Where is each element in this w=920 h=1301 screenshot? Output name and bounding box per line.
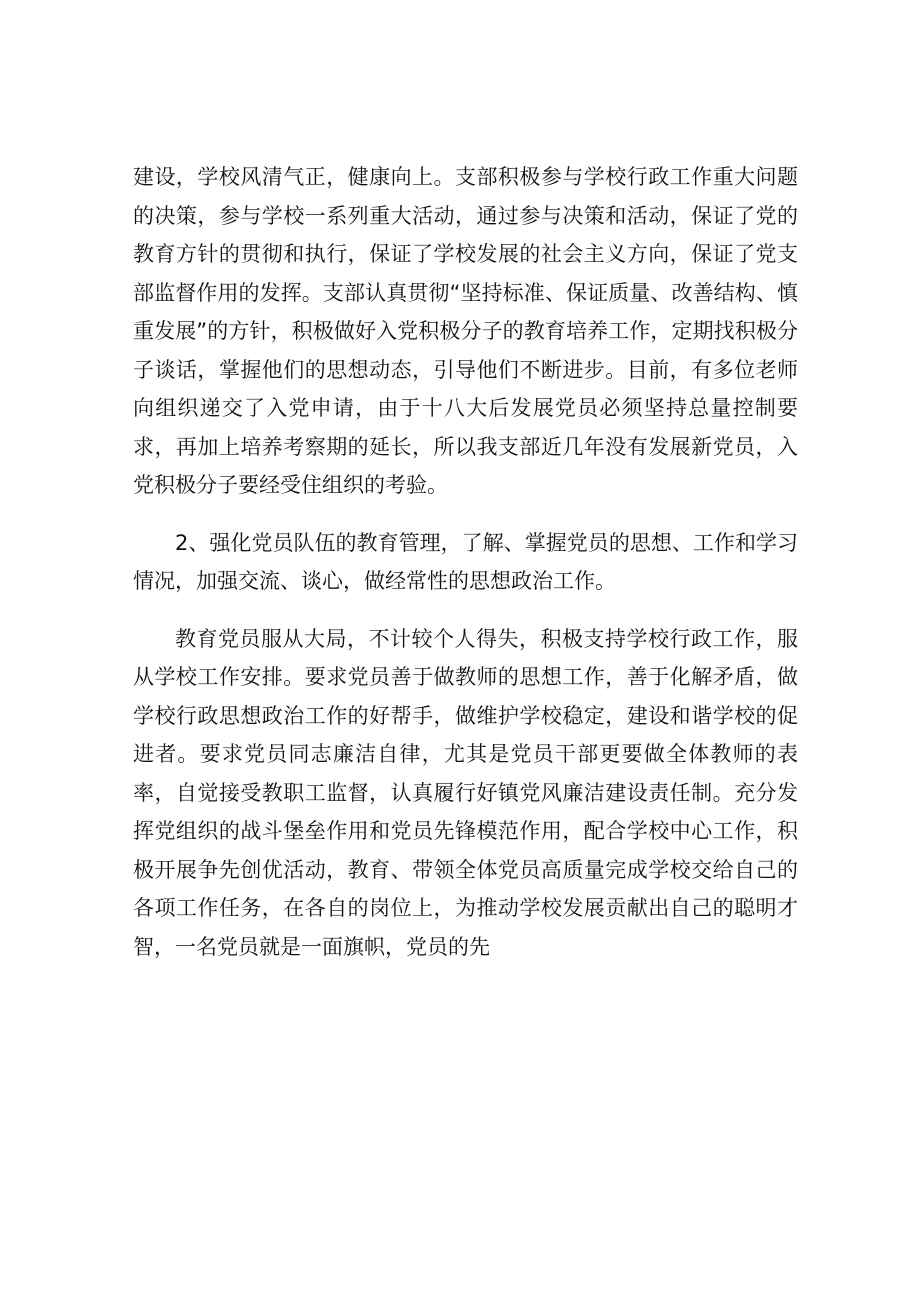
paragraph-party-education: 教育党员服从大局，不计较个人得失，积极支持学校行政工作，服从学校工作安排。要求党员善于做教师的思想工作，善于化解矛盾，做学校行政思想政治工作的好帮手，做维护学校稳定，建设和谐学校的促进者。要求党员同志廉洁自律，尤其是党员干部更要做全体教师的表率，自觉接受教职工监督，认真履行好镇党风廉洁建设责任制。充分发挥党组织的战斗堡垒作用和党员先锋模范作用，配合学校中心工作，积极开展争先创优活动，教育、带领全体党员高质量完成学校交给自己的各项工作任务，在各自的岗位上，为推动学校发展贡献出自己的聪明才智，一名党员就是一面旗帜，党员的先 [133, 626, 798, 959]
paragraph-section-2-heading: 2、强化党员队伍的教育管理，了解、掌握党员的思想、工作和学习情况，加强交流、谈心，做经常性的思想政治工作。 [133, 530, 798, 593]
document-body [133, 158, 798, 985]
paragraph-continuation: 建设，学校风清气正，健康向上。支部积极参与学校行政工作重大问题的决策，参与学校一系列重大活动，通过参与决策和活动，保证了党的教育方针的贯彻和执行，保证了学校发展的社会主义方向，保证了党支部监督作用的发挥。支部认真贯彻“坚持标准、保证质量、改善结构、慎重发展”的方针，积极做好入党积极分子的教育培养工作，定期找积极分子谈话，掌握他们的思想动态，引导他们不断进步。目前，有多位老师向组织递交了入党申请，由于十八大后发展党员必须坚持总量控制要求，再加上培养考察期的延长，所以我支部近几年没有发展新党员，入党积极分子要经受住组织的考验。 [133, 165, 798, 497]
